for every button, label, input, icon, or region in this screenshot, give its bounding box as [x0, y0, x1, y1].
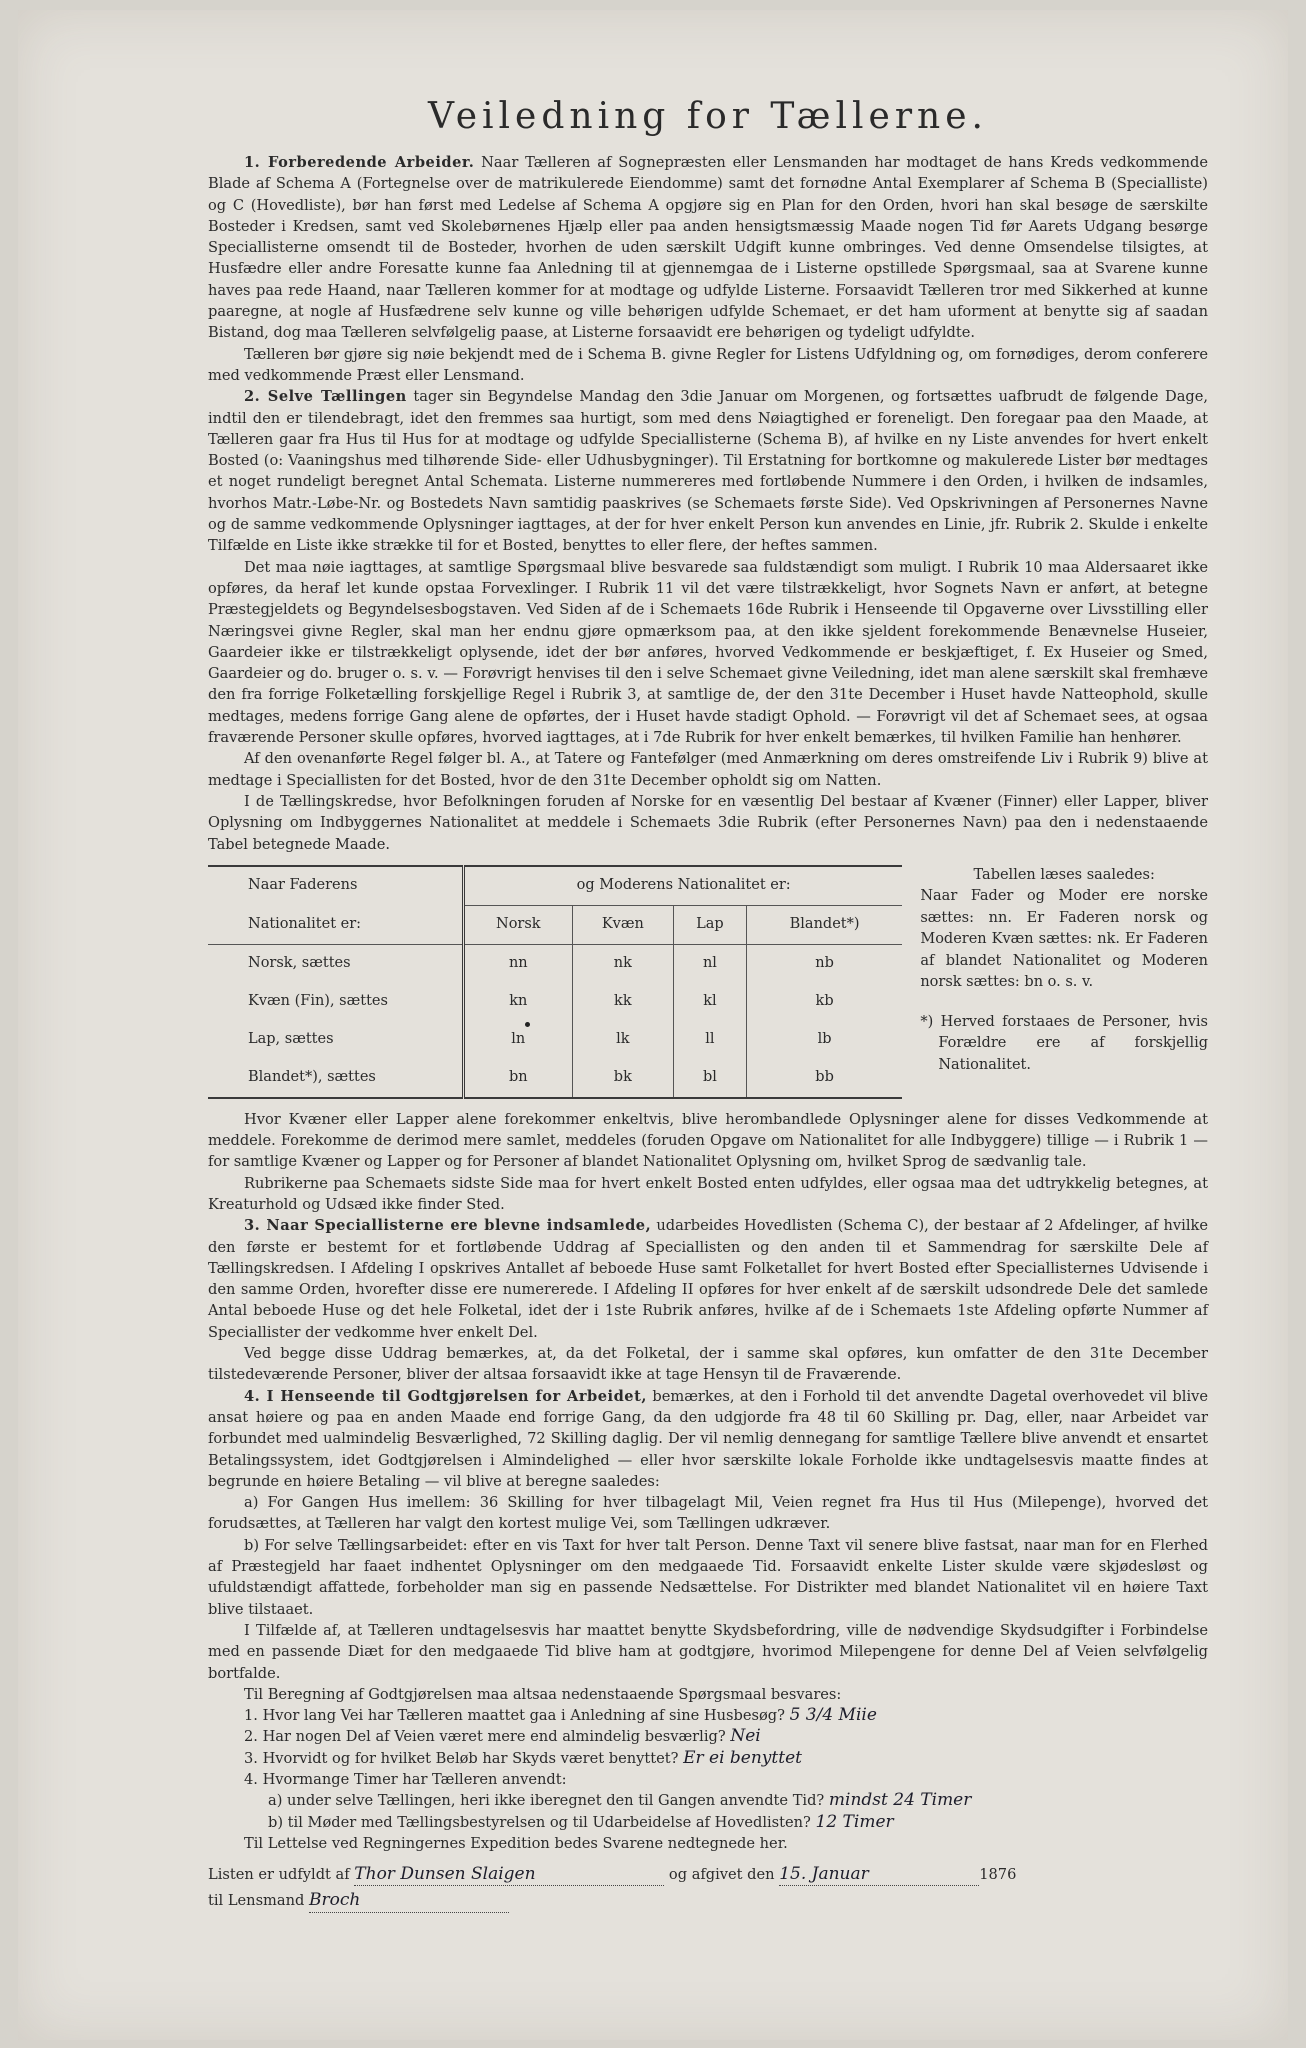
signature-line — [208, 1864, 1208, 1886]
question-4: 4. Hvormange Timer har Tælleren anvendt: — [244, 1771, 567, 1788]
nationality-table — [208, 865, 902, 1099]
question-3 — [208, 1748, 1208, 1769]
header-mother: og Moderens Nationalitet er: — [464, 866, 903, 906]
section-1-paragraph-2: Tælleren bør gjøre sig nøie bekjendt med de i Schema B. givne Regler for Listens Udfyldning og, om fornødiges, derom conferere med vedkommende Præst eller Lensmand. — [208, 345, 1208, 384]
section-4-paragraph-3: Til Beregning af Godtgjørelsen maa altsaa nedenstaaende Spørgsmaal besvares: — [244, 1685, 842, 1703]
table-note — [902, 865, 1208, 1077]
answer-3: Er ei benyttet — [683, 1747, 802, 1768]
paper-sheet — [18, 10, 1288, 2040]
table-cell: ll — [674, 1021, 747, 1059]
section-4-item-b: b) For selve Tællingsarbeidet: efter en vis Taxt for hver talt Person. Denne Taxt vil senere blive fastsat, naar man for en Flerhed af Præstegjeld har faaet indhentet Oplysninger om den medgaaede Tid. Forsaavidt enkelte Lister skulde være skjødesløst og ufuldstændigt affattede, forbeholder man sig en passende Nedsættelse. For Distrikter med blandet Nationalitet vil en høiere Taxt blive tilstaaet. — [208, 1536, 1208, 1618]
submitted-year: 1876 — [979, 1866, 1017, 1884]
col-header: Kvæn — [572, 905, 673, 944]
table-cell: nn — [508, 955, 528, 972]
answer-2: Nei — [730, 1726, 761, 1747]
question-1 — [208, 1705, 1208, 1726]
table-note-heading: Tabellen læses saaledes: — [973, 866, 1155, 883]
section-2-paragraph-2: Det maa nøie iagttages, at samtlige Spørgsmaal blive besvarede saa fuldstændigt som muligt. I Rubrik 10 maa Aldersaaret ikke opføres, da heraf let kunde opstaa Forvexlinger. I Rubrik 11 vil det være tilstrækkeligt, hvor Sognets Navn er anført, at betegne Præstegjeldets og Begyndelsesbogstaven. Ved Siden af de i Schemaets 16de Rubrik i Henseende til Opgaverne over Livsstilling eller Næringsvei givne Regler, skal man her endnu gjøre opmærksom paa, at den ikke sjeldent forekommende Benævnelse Huseier, Gaardeier ikke er tilstrækkeligt oplysende, idet der bør anføres, hvorved Vedkommende er beskjæftiget, f. Ex Huseier og Smed, Gaardeier og do. bruger o. s. v. — Forøvrigt henvises til den i selve Schemaet givne Veiledning, idet man alene særskilt skal fremhæve den fra forrige Folketælling forskjellige Regel i Rubrik 3, at samtlige de, der den 31te December i Huset havde Natteophold, skulle medtages, medens forrige Gang alene de opførtes, der i Huset havde stadigt Ophold. — Forøvrigt vil det af Schemaet sees, at ogsaa fraværende Personer skulle opføres, hvorved iagttages, at i 7de Rubrik for hver enkelt bemærkes, til hvilken Familie han henhører. — [208, 558, 1208, 747]
submitted-date: 15. Januar — [779, 1864, 979, 1886]
answer-4a: mindst 24 Timer — [828, 1790, 972, 1811]
section-2-text: tager sin Begyndelse Mandag den 3die Januar om Morgenen, og fortsættes uafbrudt de følgende Dage, indtil den er tilendebragt, idet den fremmes saa hurtigt, som med dens Nøiagtighed er foreneligt. Den foregaar paa den Maade, at Tælleren gaar fra Hus til Hus for at modtage og udfylde Speciallisterne (Schema B), af hvilke en ny Liste anvendes for hvert enkelt Bosted (o: Vaaningshus med tilhørende Side- eller Udhusbygninger). Til Erstatning for bortkomne og makulerede Lister bør medtages et noget rundeligt beregnet Antal Schemata. Listerne nummereres med fortløbende Nummere i den Orden, i hvilken de indsamles, hvorhos Matr.-Løbe-Nr. og Bostedets Navn samtidig paaskrives (se Schemaets første Side). Ved Opskrivningen af Personernes Navne og de samme vedkommende Oplysninger iagttages, at der for hver enkelt Person kun anvendes en Linie, jfr. Rubrik 2. Skulde i enkelte Tilfælde en Liste ikke strække til for et Bosted, benyttes to eller flere, der heftes sammen. — [208, 388, 1209, 555]
table-row — [208, 1021, 902, 1059]
section-2-paragraph — [208, 386, 1208, 556]
table-row — [208, 983, 902, 1021]
section-3-paragraph-2: Ved begge disse Uddrag bemærkes, at, da det Folketal, der i samme skal opføres, kun omfatter de den 31te December tilstedeværende Personer, bliver der altsaa forsaavidt ikke at tage Hensyn til de Fraværende. — [208, 1345, 1208, 1384]
section-4-text: bemærkes, at den i Forhold til det anvendte Dagetal overhovedet vil blive ansat høiere og paa en anden Maade end forrige Gang, da den udgjorde fra 48 til 60 Skilling pr. Dag, eller, naar Arbeidet var forbundet med ualmindelig Besværlighed, 72 Skilling daglig. Der vil nemlig dennegang for samtlige Tællere blive anvendt et ensartet Betalingssystem, idet Godtgjørelsen i Almindelighed — eller hvor særskilte lokale Forholde ikke undtagelsesvis maatte findes at begrunde en høiere Betaling — vil blive at beregne saaledes: — [208, 1387, 1208, 1490]
question-4b-text: b) til Møder med Tællingsbestyrelsen og til Udarbeidelse af Hovedlisten? — [268, 1813, 811, 1831]
question-1-text: 1. Hvor lang Vei har Tælleren maattet gaa i Anledning af sine Husbesøg? — [244, 1707, 785, 1725]
row-label: Lap, sættes — [208, 1021, 464, 1059]
question-4a-text: a) under selve Tællingen, heri ikke iberegnet den til Gangen anvendte Tid? — [268, 1792, 825, 1810]
table-cell: ln — [511, 1031, 526, 1048]
table-cell: kk — [572, 983, 673, 1021]
signature-label: Listen er udfyldt af — [208, 1866, 350, 1884]
closing-note: Til Lettelse ved Regningernes Expedition bedes Svarene nedtegnede her. — [244, 1834, 788, 1852]
col-header: Norsk — [464, 905, 573, 944]
col-header: Blandet*) — [746, 905, 902, 944]
row-label: Kvæn (Fin), sættes — [208, 983, 464, 1021]
after-table-paragraph: Hvor Kvæner eller Lapper alene forekommer enkeltvis, blive herombandlede Oplysninger alene for disses Vedkommende at meddele. Forekomme de derimod mere samlet, meddeles (foruden Opgave om Nationalitet for alle Indbyggere) tillige — i Rubrik 1 — for samtlige Kvæner og Lapper og for Personer af blandet Nationalitet Oplysning om, hvilket Sprog de sædvanlig tale. — [208, 1110, 1208, 1171]
nationality-table-block — [208, 865, 1208, 1099]
signature-name: Thor Dunsen Slaigen — [354, 1864, 664, 1886]
lensmand-label: til Lensmand — [208, 1892, 305, 1910]
table-cell: bb — [746, 1059, 902, 1098]
table-cell: nl — [674, 944, 747, 983]
table-row — [208, 944, 902, 983]
section-3-heading: 3. Naar Speciallisterne ere blevne indsamlede, — [244, 1217, 652, 1235]
table-cell: kb — [746, 983, 902, 1021]
question-4a — [208, 1790, 1208, 1811]
row-label: Blandet*), sættes — [208, 1059, 464, 1098]
table-cell: bk — [572, 1059, 673, 1098]
section-2-paragraph-4: I de Tællingskredse, hvor Befolkningen foruden af Norske for en væsentlig Del bestaar af Kvæner (Finner) eller Lapper, bliver Oplysning om Indbyggernes Nationalitet at meddele i Schemaets 3die Rubrik (efter Personernes Navn) paa den i nedenstaaende Tabel betegnede Maade. — [208, 792, 1208, 853]
submitted-label: og afgivet den — [668, 1866, 775, 1884]
col-header: Lap — [674, 905, 747, 944]
table-note-text: Naar Fader og Moder ere norske sættes: nn. Er Faderen norsk og Moderen Kvæn sættes: nk. Er Faderen af blandet Nationalitet og Moderen norsk sættes: bn o. s. v. — [920, 888, 1208, 991]
table-subheader-row — [208, 905, 902, 944]
header-father-2: Nationalitet er: — [208, 905, 464, 944]
section-2-paragraph-3: Af den ovenanførte Regel følger bl. A., at Tatere og Fantefølger (med Anmærkning om deres omstreifende Liv i Rubrik 9) blive at medtage i Speciallisten for det Bosted, hvor de den 31te December opholdt sig om Natten. — [208, 750, 1208, 789]
question-2 — [208, 1726, 1208, 1747]
table-cell: lk — [572, 1021, 673, 1059]
table-cell: kl — [674, 983, 747, 1021]
table-row — [208, 1059, 902, 1098]
section-3-paragraph — [208, 1215, 1208, 1343]
section-4-heading: 4. I Henseende til Godtgjørelsen for Arbeidet, — [244, 1387, 647, 1405]
answer-4b: 12 Timer — [815, 1811, 894, 1832]
table-header-row — [208, 866, 902, 906]
after-table-paragraph-2: Rubrikerne paa Schemaets sidste Side maa for hvert enkelt Bosted enten udfyldes, eller ogsaa maa det udtrykkelig betegnes, at Kreaturhold og Udsæd ikke finder Sted. — [208, 1174, 1208, 1213]
section-4-item-a: a) For Gangen Hus imellem: 36 Skilling for hver tilbagelagt Mil, Veien regnet fra Hus til Hus (Milepenge), hvorved det forudsættes, at Tælleren har valgt den kortest mulige Vei, som Tællingen udkræver. — [208, 1494, 1208, 1533]
section-4-paragraph — [208, 1386, 1208, 1492]
section-1-text: Naar Tælleren af Sognepræsten eller Lensmanden har modtaget de hans Kreds vedkommende Blade af Schema A (Fortegnelse over de matrikulerede Eiendomme) samt det fornødne Antal Exemplarer af Schema B (Specialliste) og C (Hovedliste), bør han først med Ledelse af Schema A opgjøre sig en Plan for den Orden, hvori han skal besøge de særskilte Bosteder i Kredsen, samt ved Skolebørnenes Hjælp eller paa anden hensigtsmæssig Maade nogen Tid før Aarets Udgang besørge Speciallisterne omsendt til de Bosteder, hvorhen de uden særskilt Udgift kunne ombringes. Ved denne Omsendelse tilsigtes, at Husfædre eller andre Foresatte kunne faa Anledning til at gjennemgaa de i Listerne opstillede Spørgsmaal, saa at Svarene kunne haves paa rede Haand, naar Tælleren kommer for at modtage og udfylde Listerne. Forsaavidt Tælleren tror med Sikkerhed at kunne paaregne, at nogle af Husfædrene selv kunne og ville behørigen udfylde Schemaet, er det ham uforment at benytte sig af saadan Bistand, dog maa Tælleren selvfølgelig paase, at Listerne forsaavidt ere behørigen og tydeligt udfyldte. — [208, 154, 1208, 342]
lensmand-line — [208, 1890, 1208, 1912]
section-3-text: udarbeides Hovedlisten (Schema C), der bestaar af 2 Afdelinger, af hvilke den første er bestemt for et fortløbende Uddrag af Speciallisten og den anden til et Sammendrag for særskilte Dele af Tællingskredsen. I Afdeling I opskrives Antallet af beboede Huse samt Folketallet for hvert Bosted efter Speciallisternes Udvisende i den samme Orden, hvorefter disse ere numererede. I Afdeling II opføres for hver enkelt af de særskilt udsondrede Dele det samlede Antal beboede Huse og det hele Folketal, idet der i 1ste Rubrik anføres, hvilke af de i Schemaets 1ste Afdeling opførte Nummer af Speciallister der vedkomme hver enkelt Del. — [208, 1217, 1208, 1341]
document-body — [208, 92, 1208, 1913]
section-1-paragraph — [208, 152, 1208, 344]
table-cell: kn — [509, 993, 528, 1010]
section-4-paragraph-2: I Tilfælde af, at Tælleren undtagelsesvis har maattet benytte Skydsbefordring, ville de nødvendige Skydsudgifter i Forbindelse med en passende Diæt for den medgaaede Tid blive ham at godtgjøre, hvorimod Milepengene for denne Del af Veien selvfølgelig bortfalde. — [208, 1621, 1208, 1682]
table-cell: bn — [508, 1069, 528, 1086]
question-3-text: 3. Hvorvidt og for hvilket Beløb har Skyds været benyttet? — [244, 1749, 679, 1767]
table-cell: lb — [746, 1021, 902, 1059]
header-father: Naar Faderens — [208, 866, 464, 906]
question-2-text: 2. Har nogen Del af Veien været mere end almindelig besværlig? — [244, 1728, 726, 1746]
row-label: Norsk, sættes — [208, 944, 464, 983]
table-cell: bl — [674, 1059, 747, 1098]
page-title: Veiledning for Tællerne. — [428, 96, 988, 137]
table-cell: nk — [572, 944, 673, 983]
table-cell: nb — [746, 944, 902, 983]
question-4b — [208, 1812, 1208, 1833]
section-2-heading: 2. Selve Tællingen — [244, 388, 407, 406]
lensmand-name: Broch — [309, 1890, 509, 1912]
answer-1: 5 3/4 Miie — [789, 1705, 877, 1726]
section-1-heading: 1. Forberedende Arbeider. — [244, 154, 475, 171]
table-footnote: *) Herved forstaaes de Personer, hvis Forældre ere af forskjellig Nationalitet. — [920, 1013, 1208, 1073]
